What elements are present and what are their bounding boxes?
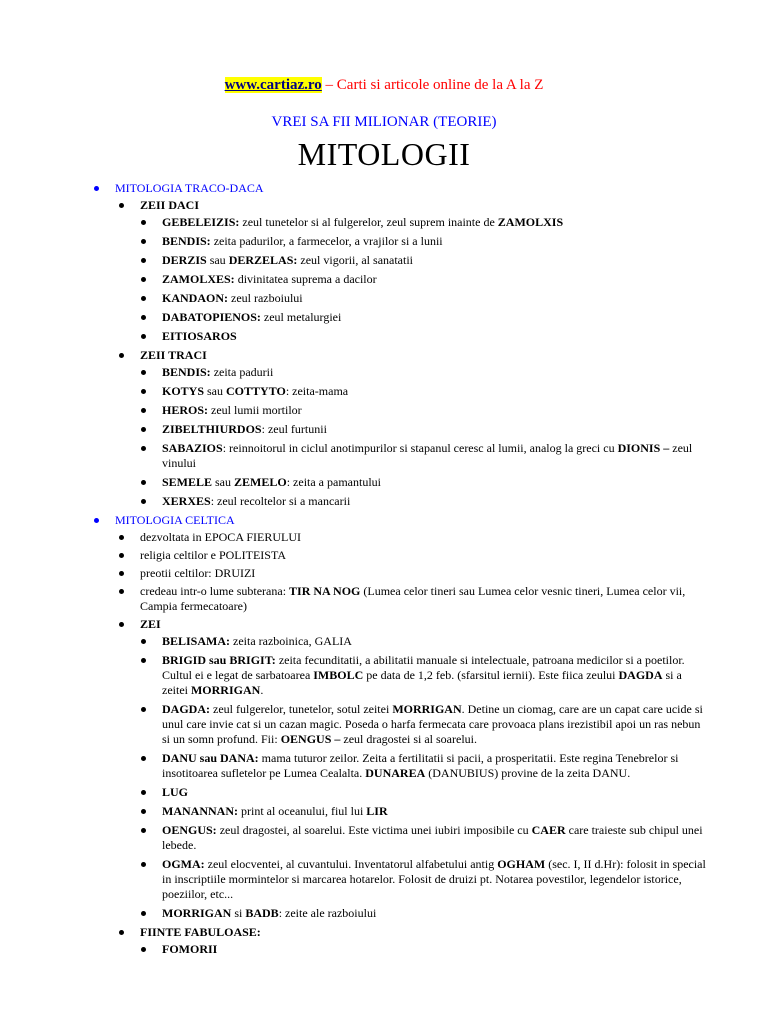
list-item xyxy=(0,942,768,957)
deity-name: BRIGID sau BRIGIT: xyxy=(162,653,276,667)
subsection-heading-text: ZEII DACI xyxy=(140,198,200,212)
subsection-heading xyxy=(0,198,768,213)
bullet-icon xyxy=(141,639,146,644)
bullet-icon xyxy=(119,535,124,540)
deity-name: BENDIS: xyxy=(162,365,211,379)
list-item-text: dezvoltata in EPOCA FIERULUI xyxy=(140,530,301,544)
list-item-text: credeau intr-o lume subterana: xyxy=(140,584,290,598)
deity-description: zeul tunetelor si al fulgerelor, zeul suprem inainte de xyxy=(239,215,498,229)
document-subtitle: VREI SA FII MILIONAR (TEORIE) xyxy=(271,114,497,130)
bullet-icon xyxy=(141,756,146,761)
bullet-icon xyxy=(119,553,124,558)
bullet-icon xyxy=(141,239,146,244)
deity-description: : zeul furtunii xyxy=(261,422,327,436)
list-item xyxy=(0,857,768,902)
deity-name: KANDAON: xyxy=(162,291,228,305)
deity-description: zeul razboiului xyxy=(228,291,303,305)
deity-name: LUG xyxy=(162,785,189,799)
deity-name: BENDIS: xyxy=(162,234,211,248)
deity-reference: LIR xyxy=(366,804,388,818)
deity-description: : zeita a pamantului xyxy=(286,475,381,489)
connector-text: sau xyxy=(206,253,229,267)
bullet-icon xyxy=(141,296,146,301)
deity-description: zeul dragostei, al soarelui. Este victima unei iubiri imposibile cu xyxy=(216,823,532,837)
subsection-heading-text: ZEI xyxy=(140,617,161,631)
list-item xyxy=(0,530,768,545)
deity-name-alt: ZEMELO xyxy=(234,475,287,489)
bullet-icon xyxy=(119,353,124,358)
deity-description: print al oceanului, fiul lui xyxy=(237,804,367,818)
bullet-icon xyxy=(119,203,124,208)
deity-reference: DUNAREA xyxy=(365,766,426,780)
subsection-heading xyxy=(0,617,768,632)
deity-description-cont: care traieste sub chipul unei lebede. xyxy=(162,823,703,852)
deity-name: OENGUS: xyxy=(162,823,217,837)
bullet-icon xyxy=(119,930,124,935)
bullet-icon xyxy=(141,315,146,320)
document-outline xyxy=(0,181,768,961)
bullet-icon xyxy=(141,658,146,663)
deity-reference: MORRIGAN xyxy=(190,683,261,697)
deity-description: zeul fulgerelor, tunetelor, sotul zeitei xyxy=(210,702,393,716)
deity-description-cont: si a zeitei xyxy=(162,668,682,697)
subsection-heading-text: ZEII TRACI xyxy=(140,348,207,362)
bullet-icon xyxy=(141,446,146,451)
deity-description: : zeul recoltelor si a mancarii xyxy=(210,494,351,508)
deity-name: DERZIS xyxy=(162,253,207,267)
deity-name: DAGDA: xyxy=(162,702,210,716)
list-item xyxy=(0,702,768,747)
deity-description: mama tuturor zeilor. Zeita a fertilitatii si pacii, a prosperitatii. Este regina Tenebrelor si insotitoarea sufletelor pe Lumea Cealalta. xyxy=(162,751,679,780)
bullet-icon xyxy=(141,370,146,375)
deity-reference: TIR NA NOG xyxy=(289,584,361,598)
deity-reference: CAER xyxy=(531,823,566,837)
bullet-icon xyxy=(141,499,146,504)
bullet-icon xyxy=(94,186,99,191)
bullet-icon xyxy=(141,277,146,282)
list-item xyxy=(0,272,768,287)
bullet-icon xyxy=(141,408,146,413)
deity-description-cont: (DANUBIUS) provine de la zeita DANU. xyxy=(425,766,631,780)
connector-text: si xyxy=(231,906,246,920)
creature-name: FOMORII xyxy=(162,942,218,956)
deity-name: XERXES xyxy=(162,494,211,508)
deity-description-cont: (sec. I, II d.Hr): folosit in special in inscriptiile mormintelor si marcarea hotarelor. Folosit de druizi pt. Notarea povestilor, legendelor istorice, poeziilor, etc... xyxy=(162,857,706,901)
deity-description-cont: . xyxy=(260,683,264,697)
subsection-heading xyxy=(0,925,768,940)
deity-description: zeita razboinica, GALIA xyxy=(230,634,352,648)
list-item-text: preotii celtilor: DRUIZI xyxy=(140,566,256,580)
list-item xyxy=(0,906,768,921)
deity-name: MANANNAN: xyxy=(162,804,238,818)
deity-description: zeul lumii mortilor xyxy=(208,403,302,417)
list-item-text: religia celtilor e POLITEISTA xyxy=(140,548,286,562)
bullet-icon xyxy=(141,911,146,916)
bullet-icon xyxy=(141,862,146,867)
list-item xyxy=(0,291,768,306)
deity-name: OGMA: xyxy=(162,857,205,871)
list-item xyxy=(0,548,768,563)
bullet-icon xyxy=(141,258,146,263)
list-item xyxy=(0,422,768,437)
list-item xyxy=(0,234,768,249)
deity-name: DANU sau DANA: xyxy=(162,751,259,765)
deity-name-alt: COTTYTO xyxy=(226,384,286,398)
bullet-icon xyxy=(94,518,99,523)
deity-name: KOTYS xyxy=(162,384,205,398)
bullet-icon xyxy=(141,828,146,833)
deity-description-cont: pe data de 1,2 feb. (sfarsitul iernii). Este fiica zeului xyxy=(363,668,619,682)
section-heading-text: MITOLOGIA TRACO-DACA xyxy=(115,181,264,195)
section-heading-text: MITOLOGIA CELTICA xyxy=(115,513,235,527)
deity-reference: IMBOLC xyxy=(313,668,364,682)
deity-description: zeul metalurgiei xyxy=(260,310,342,324)
list-item xyxy=(0,804,768,819)
list-item xyxy=(0,365,768,380)
list-item xyxy=(0,823,768,853)
deity-description: zeul vigorii, al sanatatii xyxy=(297,253,414,267)
deity-description-cont: . Detine un ciomag, care are un capat care ucide si unul care invie cat si un cazan magic. Poseda o harfa fermecata care provoaca plans irezistibil apoi un ras nebun si un somn profund. Fii: xyxy=(162,702,703,746)
deity-description: zeul elocventei, al cuvantului. Inventatorul alfabetului antig xyxy=(204,857,498,871)
list-item xyxy=(0,384,768,399)
bullet-icon xyxy=(141,947,146,952)
list-item xyxy=(0,785,768,800)
deity-reference: OENGUS – xyxy=(280,732,341,746)
list-item xyxy=(0,215,768,230)
site-link[interactable]: www.cartiaz.ro xyxy=(224,77,322,93)
deity-reference: MORRIGAN xyxy=(392,702,462,716)
section-heading xyxy=(0,181,768,196)
deity-name: GEBELEIZIS: xyxy=(162,215,240,229)
list-item xyxy=(0,653,768,698)
site-tagline: – Carti si articole online de la A la Z xyxy=(321,77,544,93)
list-item xyxy=(0,310,768,325)
deity-name: DABATOPIENOS: xyxy=(162,310,261,324)
bullet-icon xyxy=(141,480,146,485)
list-item xyxy=(0,403,768,418)
bullet-icon xyxy=(119,622,124,627)
deity-name: EITIOSAROS xyxy=(162,329,237,343)
list-item xyxy=(0,253,768,268)
deity-name: ZIBELTHIURDOS xyxy=(162,422,262,436)
deity-description: : zeita-mama xyxy=(285,384,349,398)
bullet-icon xyxy=(119,589,124,594)
list-item xyxy=(0,584,768,614)
deity-description: zeita padurilor, a farmecelor, a vrajilor si a lunii xyxy=(210,234,443,248)
deity-reference: DIONIS – xyxy=(617,441,670,455)
deity-name: MORRIGAN xyxy=(162,906,232,920)
bullet-icon xyxy=(141,790,146,795)
deity-name-alt: BADB xyxy=(245,906,279,920)
list-item xyxy=(0,494,768,509)
connector-text: sau xyxy=(212,475,235,489)
section-heading xyxy=(0,513,768,528)
deity-name-alt: DERZELAS: xyxy=(228,253,298,267)
subsection-heading-text: FIINTE FABULOASE: xyxy=(140,925,261,939)
deity-description: divinitatea suprema a dacilor xyxy=(234,272,377,286)
bullet-icon xyxy=(141,809,146,814)
bullet-icon xyxy=(141,334,146,339)
deity-description: zeita padurii xyxy=(210,365,274,379)
list-item xyxy=(0,566,768,581)
deity-description: zeita fecunditatii, a abilitatii manuale si intelectuale, patroana medicilor si a poetilor. Cultul ei e legat de sarbatoarea xyxy=(162,653,685,682)
deity-name: SABAZIOS xyxy=(162,441,223,455)
deity-description-cont: zeul dragostei si al soarelui. xyxy=(340,732,477,746)
list-item xyxy=(0,441,768,471)
deity-description-cont: zeul vinului xyxy=(162,441,693,470)
list-item xyxy=(0,634,768,649)
connector-text: sau xyxy=(204,384,227,398)
list-item xyxy=(0,329,768,344)
deity-reference: OGHAM xyxy=(497,857,546,871)
list-item xyxy=(0,475,768,490)
deity-name: ZAMOLXES: xyxy=(162,272,235,286)
deity-description: : reinnoitorul in ciclul anotimpurilor si stapanul ceresc al lumii, analog la greci cu xyxy=(222,441,618,455)
bullet-icon xyxy=(141,389,146,394)
deity-reference: DAGDA xyxy=(618,668,663,682)
deity-reference: ZAMOLXIS xyxy=(497,215,564,229)
list-item xyxy=(0,751,768,781)
deity-description: : zeite ale razboiului xyxy=(278,906,377,920)
list-item-description: (Lumea celor tineri sau Lumea celor vesnic tineri, Lumea celor vii, Campia fermecatoare) xyxy=(140,584,686,613)
bullet-icon xyxy=(141,707,146,712)
deity-name: BELISAMA: xyxy=(162,634,231,648)
deity-name: HEROS: xyxy=(162,403,209,417)
bullet-icon xyxy=(141,427,146,432)
bullet-icon xyxy=(119,571,124,576)
bullet-icon xyxy=(141,220,146,225)
site-banner xyxy=(0,76,768,94)
document-title: MITOLOGII xyxy=(297,136,471,172)
subsection-heading xyxy=(0,348,768,363)
deity-name: SEMELE xyxy=(162,475,213,489)
